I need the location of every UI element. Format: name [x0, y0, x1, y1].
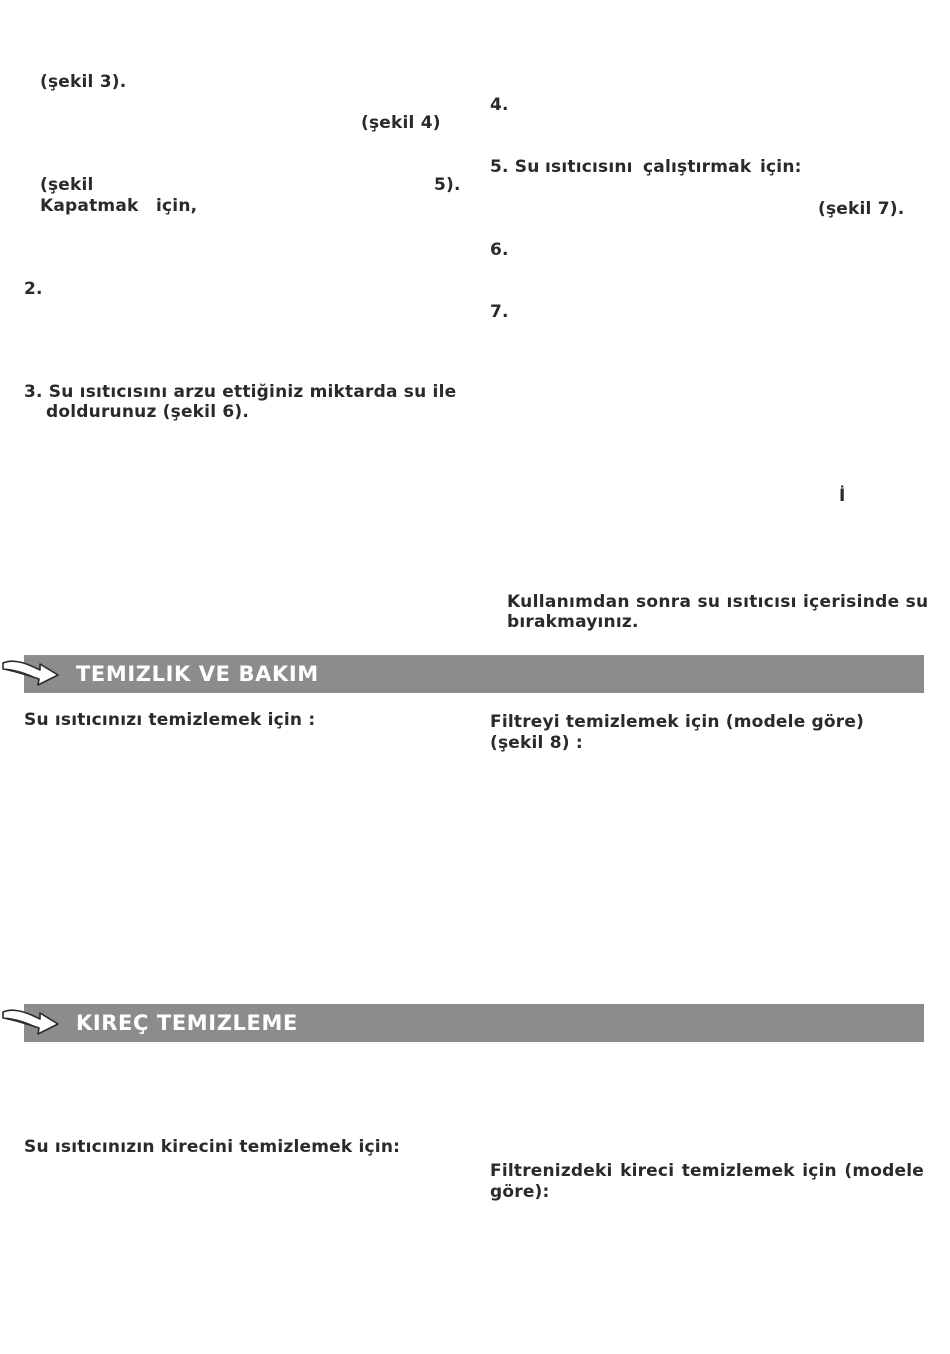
descaling-section-title: KIREÇ TEMIZLEME [76, 1011, 298, 1035]
step-5-label: 5. Su [490, 157, 540, 177]
step-2-number: 2. [24, 279, 43, 299]
step-7-number: 7. [490, 302, 509, 322]
step-3-line-2: doldurunuz (şekil 6). [46, 402, 250, 422]
curved-arrow-icon [0, 654, 62, 690]
fig5-reference-open: (şekil [40, 175, 94, 195]
fig3-reference: (şekil 3). [40, 72, 127, 92]
warning-line-2: bırakmayınız. [507, 612, 639, 632]
cleaning-section-banner [24, 655, 924, 693]
warning-line-1: Kullanımdan sonra su ısıtıcısı içerisinde su [507, 592, 929, 612]
filter-descaling-heading-line-2: göre): [490, 1182, 550, 1202]
fig5-reference-close: 5). [434, 175, 461, 195]
curved-arrow-icon [0, 1003, 62, 1039]
fig7-reference: (şekil 7). [818, 199, 905, 219]
descaling-section-banner [24, 1004, 924, 1042]
step-5-word-kettle: ısıtıcısını [545, 157, 633, 177]
step-5-word-for: için: [760, 157, 802, 177]
fig4-reference: (şekil 4) [361, 113, 441, 133]
close-instruction: Kapatmak [40, 196, 139, 216]
step-5-word-operate: çalıştırmak [643, 157, 752, 177]
kettle-cleaning-heading: Su ısıtıcınızı temizlemek için : [24, 710, 316, 730]
stray-character: İ [839, 486, 846, 506]
filter-cleaning-heading-line-1: Filtreyi temizlemek için (modele göre) [490, 712, 865, 732]
step-6-number: 6. [490, 240, 509, 260]
filter-descaling-heading-line-1: Filtrenizdeki kireci temizlemek için (modele [490, 1161, 924, 1181]
step-3-line-1: 3. Su ısıtıcısını arzu ettiğiniz miktarda su ile [24, 382, 457, 402]
step-4-number: 4. [490, 95, 509, 115]
kettle-descaling-heading: Su ısıtıcınızın kirecini temizlemek için: [24, 1137, 401, 1157]
cleaning-section-title: TEMIZLIK VE BAKIM [76, 662, 319, 686]
close-instruction-for: için, [156, 196, 198, 216]
filter-cleaning-heading-line-2: (şekil 8) : [490, 733, 583, 753]
